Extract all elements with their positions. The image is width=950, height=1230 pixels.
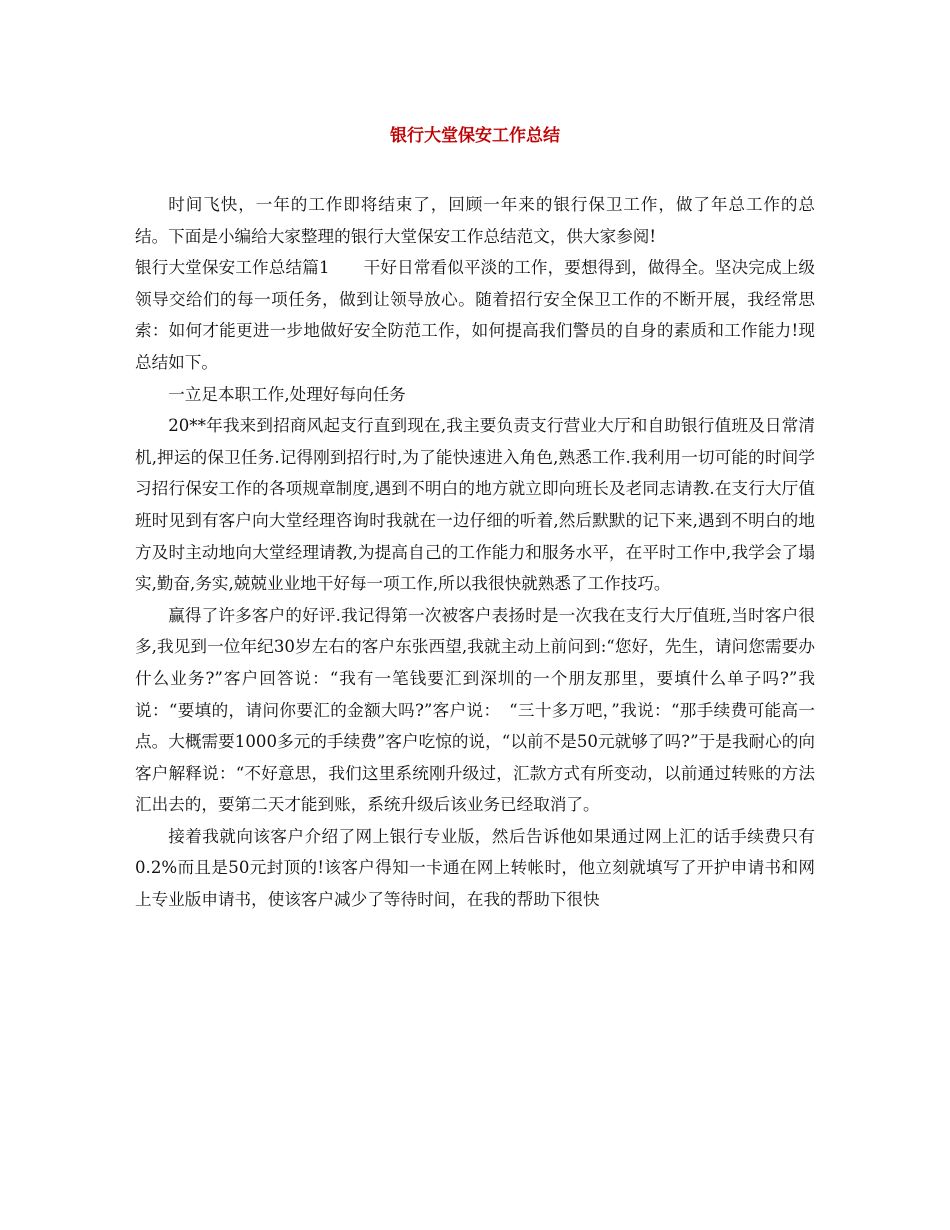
body-paragraph-3: 接着我就向该客户介绍了网上银行专业版，然后告诉他如果通过网上汇的话手续费只有0.2%而且是50元封顶的!该客户得知一卡通在网上转帐时，他立刻就填写了开护申请书和网上专业版申请书，使该客户减少了等待时间，在我的帮助下很快 [135, 826, 815, 910]
part1-paragraph [135, 252, 815, 378]
page-title: 银行大堂保安工作总结 [390, 126, 560, 146]
section1-heading: 一立足本职工作,处理好每向任务 [168, 384, 406, 404]
document-body [135, 189, 815, 916]
body-paragraph-2: 赢得了许多客户的好评.我记得第一次被客户表扬时是一次我在支行大厅值班,当时客户很多,我见到一位年纪30岁左右的客户东张西望,我就主动上前问到:“您好，先生，请问您需要办什么业务?”客户回答说：“我有一笔钱要汇到深圳的一个朋友那里，要填什么单子吗?”我说：“要填的，请问你要汇的金额大吗?”客户说： “三十多万吧，”我说：“那手续费可能高一点。大概需要1000多元的手续费”客户吃惊的说，“以前不是50元就够了吗?”于是我耐心的向客户解释说：“不好意思，我们这里系统刚升级过，汇款方式有所变动，以前通过转账的方法汇出去的，要第二天才能到账，系统升级后该业务已经取消了。 [135, 605, 815, 815]
part1-text: 干好日常看似平淡的工作，要想得到，做得全。坚决完成上级领导交给们的每一项任务，做到让领导放心。随着招行安全保卫工作的不断开展，我经常思索：如何才能更进一步地做好安全防范工作，如何提高我们警员的自身的素质和工作能力!现总结如下。 [135, 258, 815, 372]
intro-paragraph: 时间飞快，一年的工作即将结束了，回顾一年来的银行保卫工作，做了年总工作的总结。下面是小编给大家整理的银行大堂保安工作总结范文，供大家参阅! [135, 195, 815, 246]
body-paragraph-1: 20**年我来到招商风起支行直到现在,我主要负责支行营业大厅和自助银行值班及日常清机,押运的保卫任务.记得刚到招行时,为了能快速进入角色,熟悉工作.我利用一切可能的时间学习招行保安工作的各项规章制度,遇到不明白的地方就立即向班长及老同志请教.在支行大厅值班时见到有客户向大堂经理咨询时我就在一边仔细的听着,然后默默的记下来,遇到不明白的地方及时主动地向大堂经理请教,为提高自己的工作能力和服务水平，在平时工作中,我学会了塌实,勤奋,务实,兢兢业业地干好每一项工作,所以我很快就熟悉了工作技巧。 [135, 416, 815, 594]
part1-heading: 银行大堂保安工作总结篇1 [135, 258, 330, 278]
